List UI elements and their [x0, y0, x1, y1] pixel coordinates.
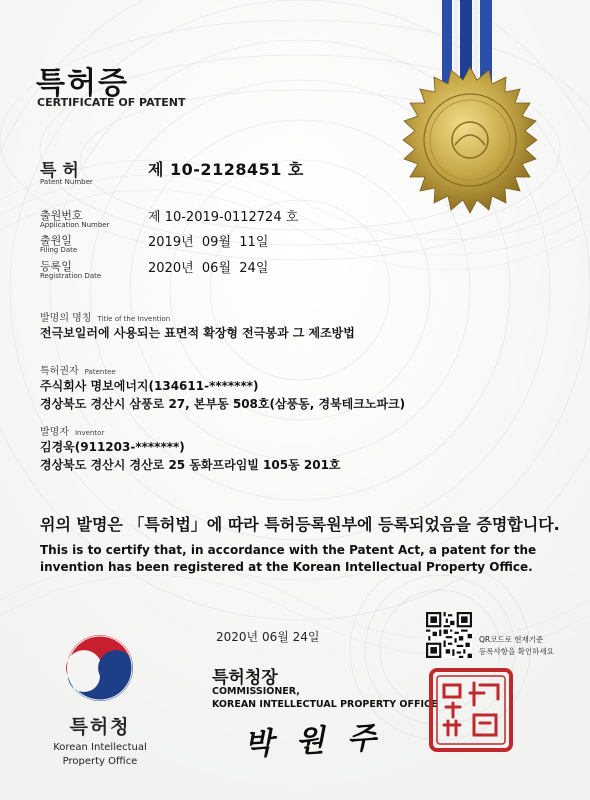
qr-note-line2: 등록사항을 확인하세요: [479, 647, 554, 656]
office-name-en-line1: Korean Intellectual: [53, 742, 147, 753]
official-stamp-icon: [428, 667, 514, 753]
commissioner-title-ko: 특허청장: [212, 668, 278, 688]
inventor-address: 경상북도 경산시 경산로 25 동화프라임빌 105동 201호: [40, 458, 341, 472]
registration-date-value: 2020년 06월 24일: [148, 261, 269, 276]
patent-number-label: 특 허: [40, 161, 79, 181]
commissioner-title-en-line2: KOREAN INTELLECTUAL PROPERTY OFFICE: [212, 699, 438, 710]
patent-number-label-en: Patent Number: [40, 178, 93, 186]
application-number-value: 제 10-2019-0112724 호: [148, 210, 299, 225]
qr-code-icon[interactable]: [426, 612, 472, 658]
inventor-name: 김경욱(911203-*******): [40, 440, 185, 454]
patent-number-value: 제 10-2128451 호: [148, 160, 304, 179]
commissioner-title-en-line1: COMMISSIONER,: [212, 686, 300, 697]
patentee-label: [40, 362, 116, 377]
qr-note: [479, 634, 554, 658]
filing-date-label: 출원일: [40, 234, 72, 247]
application-number-label: 출원번호: [40, 209, 83, 222]
inventor-label-ko: 발명자: [40, 427, 69, 438]
inventor-label-en: Inventor: [74, 429, 105, 437]
invention-title-label: [40, 309, 170, 324]
office-name-ko: 특허청: [69, 716, 131, 738]
office-name-en: [28, 741, 172, 769]
patentee-name: 주식회사 명보에너지(134611-*******): [40, 379, 259, 393]
office-name-en-line2: Property Office: [62, 756, 138, 767]
gold-seal-icon: [395, 65, 545, 215]
certification-statement-ko: 위의 발명은 「특허법」에 따라 특허등록원부에 등록되었음을 증명합니다.: [40, 515, 560, 534]
application-number-label-en: Application Number: [40, 221, 110, 229]
commissioner-title-en: [212, 685, 437, 711]
invention-title-label-en: Title of the Invention: [97, 315, 171, 323]
issue-date: 2020년 06월 24일: [216, 630, 320, 644]
registration-date-label-en: Registration Date: [40, 272, 102, 280]
kipo-taegeuk-logo-icon: [58, 626, 142, 710]
invention-title-value: 전극보일러에 사용되는 표면적 확장형 전극봉과 그 제조방법: [40, 326, 355, 340]
filing-date-value: 2019년 09월 11일: [148, 235, 269, 250]
commissioner-signature: 박 원 주: [243, 720, 383, 763]
certificate-title: 특허증: [36, 66, 129, 101]
patentee-address: 경상북도 경산시 삼풍로 27, 본부동 508호(삼풍동, 경북테크노파크): [40, 397, 406, 411]
invention-title-label-ko: 발명의 명칭: [40, 313, 92, 324]
registration-date-label: 등록일: [40, 260, 72, 273]
inventor-label: [40, 423, 104, 438]
patentee-label-ko: 특허권자: [40, 366, 79, 377]
patentee-label-en: Patentee: [84, 368, 116, 376]
certification-statement-en: This is to certify that, in accordance with the Patent Act, a patent for the invention has been registered at the Korean Intellectual Property Office.: [40, 543, 537, 574]
certificate-title-en: CERTIFICATE OF PATENT: [37, 96, 186, 109]
qr-note-line1: QR코드로 현재기준: [479, 635, 544, 644]
filing-date-label-en: Filing Date: [40, 246, 78, 254]
